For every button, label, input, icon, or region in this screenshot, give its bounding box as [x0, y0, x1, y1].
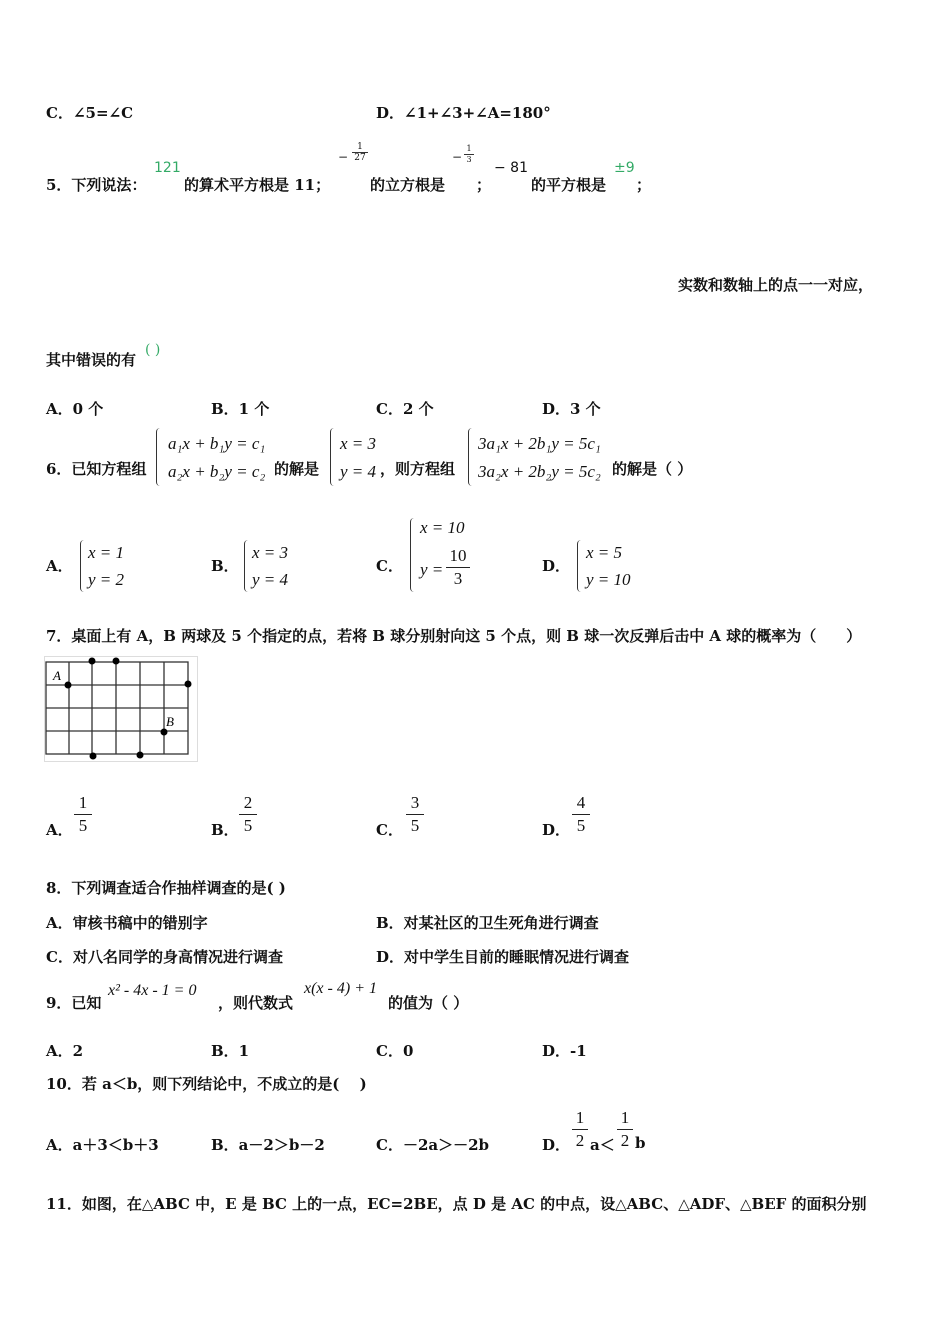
q6-sys2-brace [330, 428, 334, 486]
q6-sys2-row1: x = 3 [340, 434, 377, 453]
q9-option-c: C．0 [376, 1042, 414, 1060]
q7-option-c-num: 3 [410, 793, 420, 812]
q5-option-d: D．3 个 [542, 400, 601, 418]
q7-point-2 [113, 658, 120, 665]
q8-option-d: D．对中学生目前的睡眠情况进行调查 [376, 948, 630, 966]
q7-option-b-label: B． [211, 821, 239, 839]
q6-option-c-den: 3 [453, 569, 463, 588]
q9-equation: x² - 4x - 1 = 0 [108, 982, 197, 999]
q10-option-c: C．－2a＞－2b [376, 1136, 490, 1154]
q6-sys2-row2: y = 4 [340, 462, 377, 481]
q7-option-a-num: 1 [78, 793, 88, 812]
q11-text: 11．如图，在△ABC 中，E 是 BC 上的一点，EC=2BE，点 D 是 AC 的中点，设△ABC、△ADF、△BEF 的面积分别 [46, 1195, 867, 1213]
q9-text1: ，则代数式 [218, 994, 294, 1012]
q7-option-d-den: 5 [576, 816, 586, 835]
q6-text3: 的解是（ ） [612, 460, 693, 478]
q7-grid-lines [46, 662, 188, 754]
q6-option-c-brace [410, 518, 414, 592]
q7-option-b-num: 2 [243, 793, 253, 812]
q10-option-d-end: b [635, 1134, 646, 1152]
q5-expr-sqrt121: 121 [154, 160, 181, 176]
q7-option-b-den: 5 [243, 816, 253, 835]
q8-option-a: A．审核书稿中的错别字 [46, 914, 208, 932]
q6-option-d-brace [577, 540, 581, 592]
q6-sys1-row2: a₂x + b₂y = c₂ [168, 462, 266, 481]
q10-text: 10．若 a＜b，则下列结论中，不成立的是( ) [46, 1075, 367, 1093]
q5-expr2-num: 1 [357, 142, 363, 152]
q5-separator: ； [476, 176, 492, 194]
q5-expr-pm9: ±9 [614, 160, 635, 176]
q6-option-d-x: x = 5 [586, 543, 623, 562]
q5-expr3-num: 1 [466, 144, 472, 153]
q6-option-c-label: C． [376, 557, 403, 575]
q9-option-b: B．1 [211, 1042, 250, 1060]
q6-option-c-fraction [446, 546, 470, 589]
q7-point-3 [185, 681, 192, 688]
q5-option-a: A．0 个 [46, 400, 104, 418]
q4-option-c: C．∠5=∠C [46, 104, 134, 122]
q5-text3: 的平方根是 [531, 176, 607, 194]
q5-expr-neg81: − 81 [494, 160, 528, 176]
q5-expr3-den: 3 [466, 155, 472, 164]
q5-expr2-den: 27 [354, 153, 366, 163]
q6-option-c-num: 10 [449, 546, 467, 565]
q7-ball-a [65, 682, 72, 689]
q6-option-b-x: x = 3 [252, 543, 289, 562]
q10-option-d-label: D． [542, 1136, 571, 1154]
q7-option-d-fraction [572, 793, 590, 836]
q10-option-d-mid: a＜ [590, 1136, 615, 1154]
q6-sys1-brace [156, 428, 160, 486]
q7-option-a-label: A． [46, 821, 73, 839]
q7-label-b: B [166, 714, 174, 729]
q7-point-5 [137, 752, 144, 759]
q6-option-d-label: D． [542, 557, 571, 575]
q9-option-a: A．2 [46, 1042, 84, 1060]
q7-point-4 [90, 753, 97, 760]
q5-paren: ( ) [145, 342, 161, 358]
q6-option-b-label: B． [211, 557, 239, 575]
q9-option-d: D．-1 [542, 1042, 587, 1060]
q6-option-a-y: y = 2 [88, 570, 125, 589]
q6-option-d-y: y = 10 [586, 570, 631, 589]
q7-option-c-den: 5 [410, 816, 420, 835]
q10-option-d-fraction1 [572, 1108, 588, 1151]
q6-sys3-brace [468, 428, 472, 486]
q9-expression: x(x - 4) + 1 [304, 980, 377, 997]
q10-option-d-den1: 2 [575, 1131, 585, 1150]
q5-expr2-sign: − [338, 150, 349, 164]
q7-text: 7．桌面上有 A，B 两球及 5 个指定的点，若将 B 球分别射向这 5 个点，则 B 球一次反弹后击中 A 球的概率为（ ） [46, 627, 862, 645]
q7-point-1 [89, 658, 96, 665]
q5-prefix: 5．下列说法： [46, 176, 147, 194]
q5-text2: 的立方根是 [370, 176, 446, 194]
q4-option-d: D．∠1+∠3+∠A=180° [376, 104, 551, 122]
q6-option-b-y: y = 4 [252, 570, 289, 589]
q6-option-b-brace [244, 540, 248, 592]
q9-text2: 的值为（ ） [388, 994, 469, 1012]
q9-prefix: 9．已知 [46, 994, 102, 1012]
q6-option-c-y: y = [420, 560, 444, 579]
q7-option-a-den: 5 [78, 816, 88, 835]
q10-option-d-num2: 1 [620, 1108, 630, 1127]
q5-line3: 其中错误的有 [46, 351, 137, 369]
q7-option-b-fraction [239, 793, 257, 836]
q10-option-d-den2: 2 [620, 1131, 630, 1150]
q8-text: 8．下列调查适合作抽样调查的是( ) [46, 879, 286, 897]
q7-option-d-num: 4 [576, 793, 586, 812]
q6-text2: ，则方程组 [380, 460, 456, 478]
q6-sys1-row1: a₁x + b₁y = c₁ [168, 434, 266, 453]
q6-option-c-x: x = 10 [420, 518, 465, 537]
q10-option-a: A．a＋3＜b＋3 [46, 1136, 159, 1154]
q7-option-a-fraction [74, 793, 92, 836]
q10-option-b: B．a－2＞b－2 [211, 1136, 325, 1154]
q5-line2: 实数和数轴上的点一一对应， [678, 276, 874, 294]
q6-text1: 的解是 [274, 460, 320, 478]
q6-option-a-x: x = 1 [88, 543, 125, 562]
q7-ball-b [161, 729, 168, 736]
q6-sys3-row1: 3a₁x + 2b₁y = 5c₁ [478, 434, 601, 453]
q7-option-c-fraction [406, 793, 424, 836]
q6-sys3-row2: 3a₂x + 2b₂y = 5c₂ [478, 462, 601, 481]
q10-option-d-num1: 1 [575, 1108, 585, 1127]
q5-text1: 的算术平方根是 11； [184, 176, 331, 194]
q7-option-d-label: D． [542, 821, 571, 839]
q5-end: ； [636, 176, 652, 194]
q5-expr3-fraction [464, 144, 474, 165]
q8-option-b: B．对某社区的卫生死角进行调查 [376, 914, 599, 932]
q8-option-c: C．对八名同学的身高情况进行调查 [46, 948, 283, 966]
q5-expr2-fraction [352, 142, 368, 163]
q10-option-d-fraction2 [617, 1108, 633, 1151]
q6-prefix: 6．已知方程组 [46, 460, 147, 478]
q5-expr3-sign: − [452, 150, 463, 164]
q5-option-b: B．1 个 [211, 400, 270, 418]
q7-grid-figure [44, 656, 198, 762]
q5-option-c: C．2 个 [376, 400, 434, 418]
q6-option-a-brace [80, 540, 84, 592]
q7-option-c-label: C． [376, 821, 403, 839]
q7-figure-frame [45, 657, 198, 762]
q7-label-a: A [53, 668, 61, 683]
q6-option-a-label: A． [46, 557, 73, 575]
